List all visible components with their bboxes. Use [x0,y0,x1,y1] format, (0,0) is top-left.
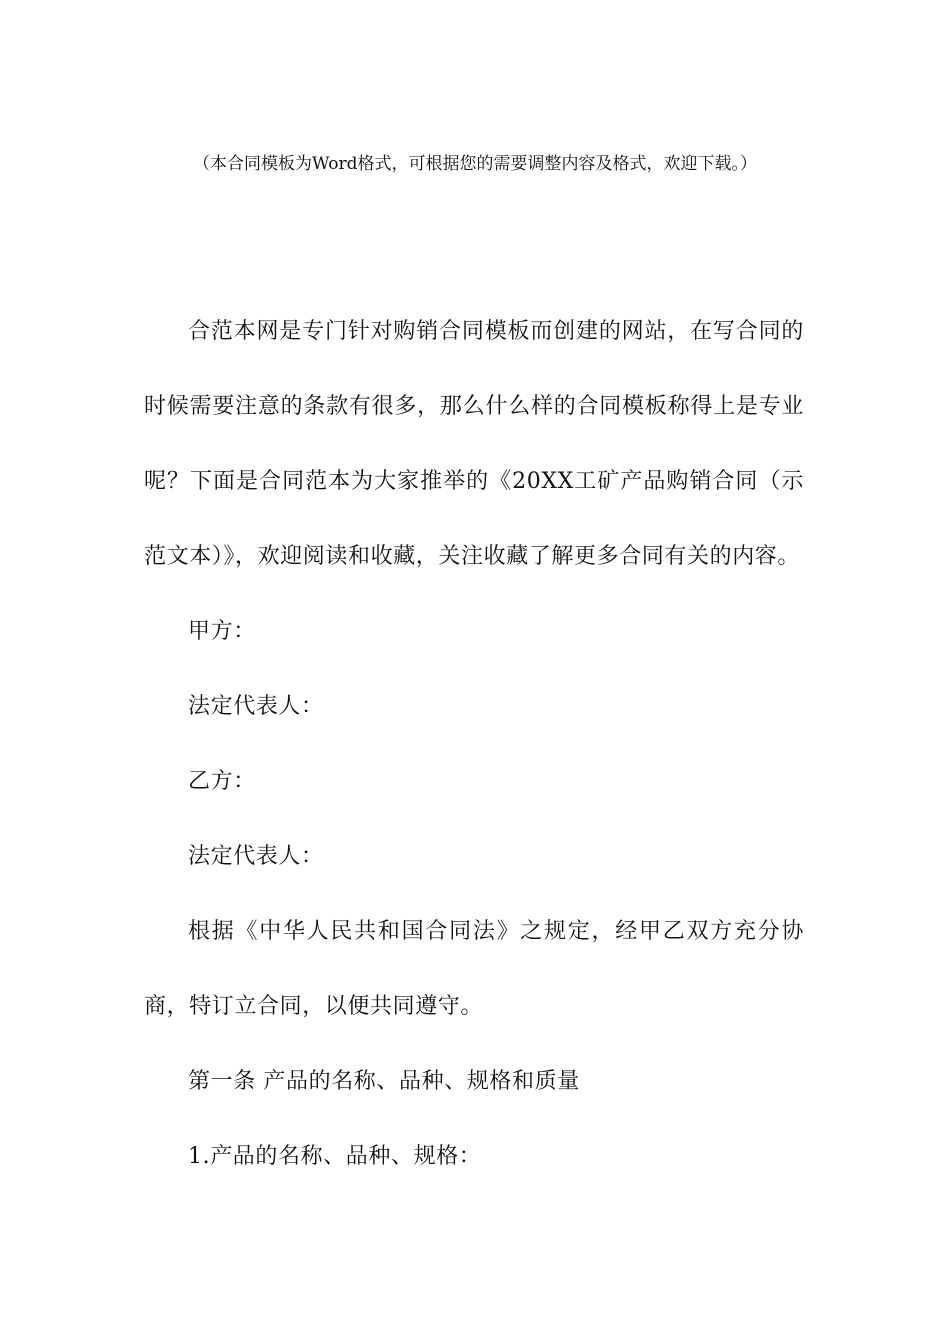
template-note: （本合同模板为Word格式，可根据您的需要调整内容及格式，欢迎下载。） [192,154,758,174]
party-a-representative-label: 法定代表人： [188,694,324,719]
party-b-representative-label: 法定代表人： [188,844,324,869]
article-one-item-one: 1.产品的名称、品种、规格： [188,1144,482,1169]
party-b-label: 乙方： [188,769,256,794]
document-body [144,294,804,1194]
party-a-label: 甲方： [188,619,256,644]
legal-basis-paragraph: 根据《中华人民共和国合同法》之规定，经甲乙双方充分协商，特订立合同，以便共同遵守。 [144,919,804,1019]
intro-paragraph: 合范本网是专门针对购销合同模板而创建的网站，在写合同的时候需要注意的条款有很多，那么什么样的合同模板称得上是专业呢？下面是合同范本为大家推举的《20XX工矿产品购销合同（示范文本）》，欢迎阅读和收藏，关注收藏了解更多合同有关的内容。 [144,319,804,569]
article-one-heading: 第一条 产品的名称、品种、规格和质量 [188,1069,580,1094]
